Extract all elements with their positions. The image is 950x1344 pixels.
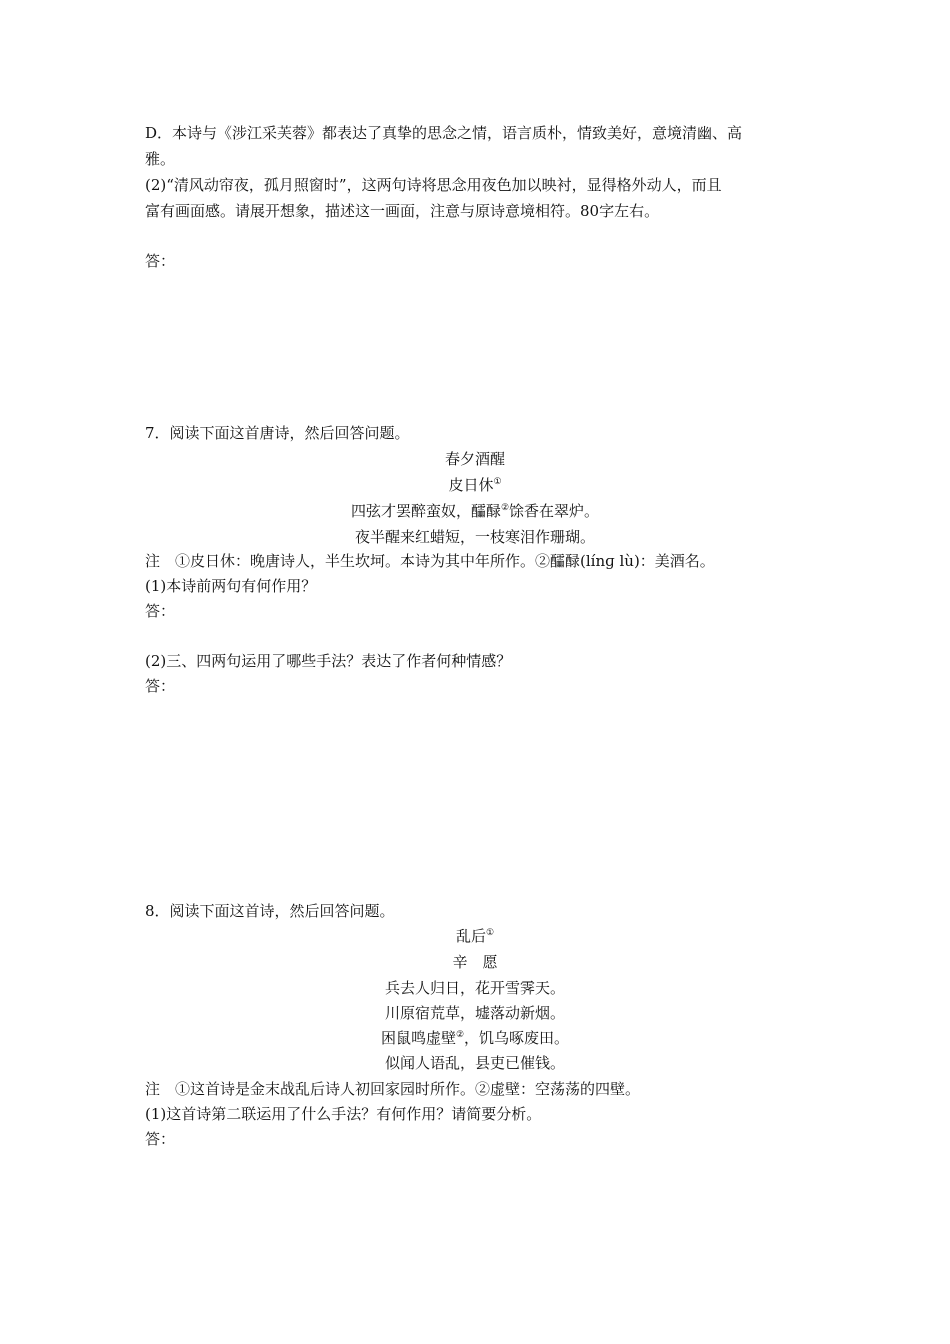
q8-title-note-mark: ① bbox=[485, 928, 495, 938]
q8-verse3 bbox=[145, 1025, 805, 1051]
q7-verse1-a: 四弦才罢醉蛮奴，醽醁 bbox=[350, 502, 501, 520]
q7-verse1-b: 馀香在翠炉。 bbox=[509, 502, 600, 520]
q7-verse2: 夜半醒来红蜡短，一枝寒泪作珊瑚。 bbox=[354, 528, 595, 546]
q6-option-d-line2: 雅。 bbox=[145, 150, 176, 168]
q6-sub2-line2: 富有画面感。请展开想象，描述这一画面，注意与原诗意境相符。80字左右。 bbox=[145, 202, 660, 220]
q8-poem-author: 辛 愿 bbox=[452, 953, 498, 971]
q8-verse3-a: 困鼠鸣虚壁 bbox=[380, 1029, 456, 1047]
q8-verse3-b: ，饥乌啄废田。 bbox=[464, 1029, 570, 1047]
q8-poem-title: 乱后 bbox=[455, 927, 486, 945]
q7-note: 注 ①皮日休：晚唐诗人，半生坎坷。本诗为其中年所作。②醽醁(línɡ lù)：美酒名。 bbox=[145, 552, 715, 570]
q6-answer-label: 答： bbox=[145, 252, 176, 270]
q6-sub2-line1: (2)“清风动帘夜，孤月照窗时”，这两句诗将思念用夜色加以映衬，显得格外动人，而且 bbox=[145, 176, 722, 194]
q7-verse1-mark: ② bbox=[500, 503, 510, 513]
q8-verse1: 兵去人归日，花开雪霁天。 bbox=[384, 979, 565, 997]
q8-verse3-mark: ② bbox=[455, 1030, 465, 1040]
q8-verse4: 似闻人语乱，县吏已催钱。 bbox=[384, 1054, 565, 1072]
q8-poem-title-line bbox=[145, 923, 805, 949]
q6-option-d-line1: D．本诗与《涉江采芙蓉》都表达了真挚的思念之情，语言质朴，情致美好，意境清幽、高 bbox=[145, 124, 743, 142]
q7-verse1 bbox=[145, 498, 805, 524]
q8-sub1: (1)这首诗第二联运用了什么手法？有何作用？请简要分析。 bbox=[145, 1105, 542, 1123]
q8-sub1-answer-label: 答： bbox=[145, 1130, 176, 1148]
q7-sub1: (1)本诗前两句有何作用？ bbox=[145, 577, 317, 595]
q7-poem-author-line bbox=[145, 472, 805, 498]
q7-sub2-answer-label: 答： bbox=[145, 677, 176, 695]
q7-poem-title: 春夕酒醒 bbox=[444, 450, 505, 468]
q7-author-note-mark: ① bbox=[493, 477, 502, 487]
q7-sub2: (2)三、四两句运用了哪些手法？表达了作者何种情感？ bbox=[145, 652, 512, 670]
q7-sub1-answer-label: 答： bbox=[145, 602, 176, 620]
q8-verse2: 川原宿荒草，墟落动新烟。 bbox=[384, 1004, 565, 1022]
q7-prompt: 7．阅读下面这首唐诗，然后回答问题。 bbox=[145, 424, 410, 442]
q7-poem-author: 皮日休 bbox=[448, 476, 494, 494]
q8-prompt: 8．阅读下面这首诗，然后回答问题。 bbox=[145, 902, 395, 920]
q8-note: 注 ①这首诗是金末战乱后诗人初回家园时所作。②虚壁：空荡荡的四壁。 bbox=[145, 1080, 641, 1098]
